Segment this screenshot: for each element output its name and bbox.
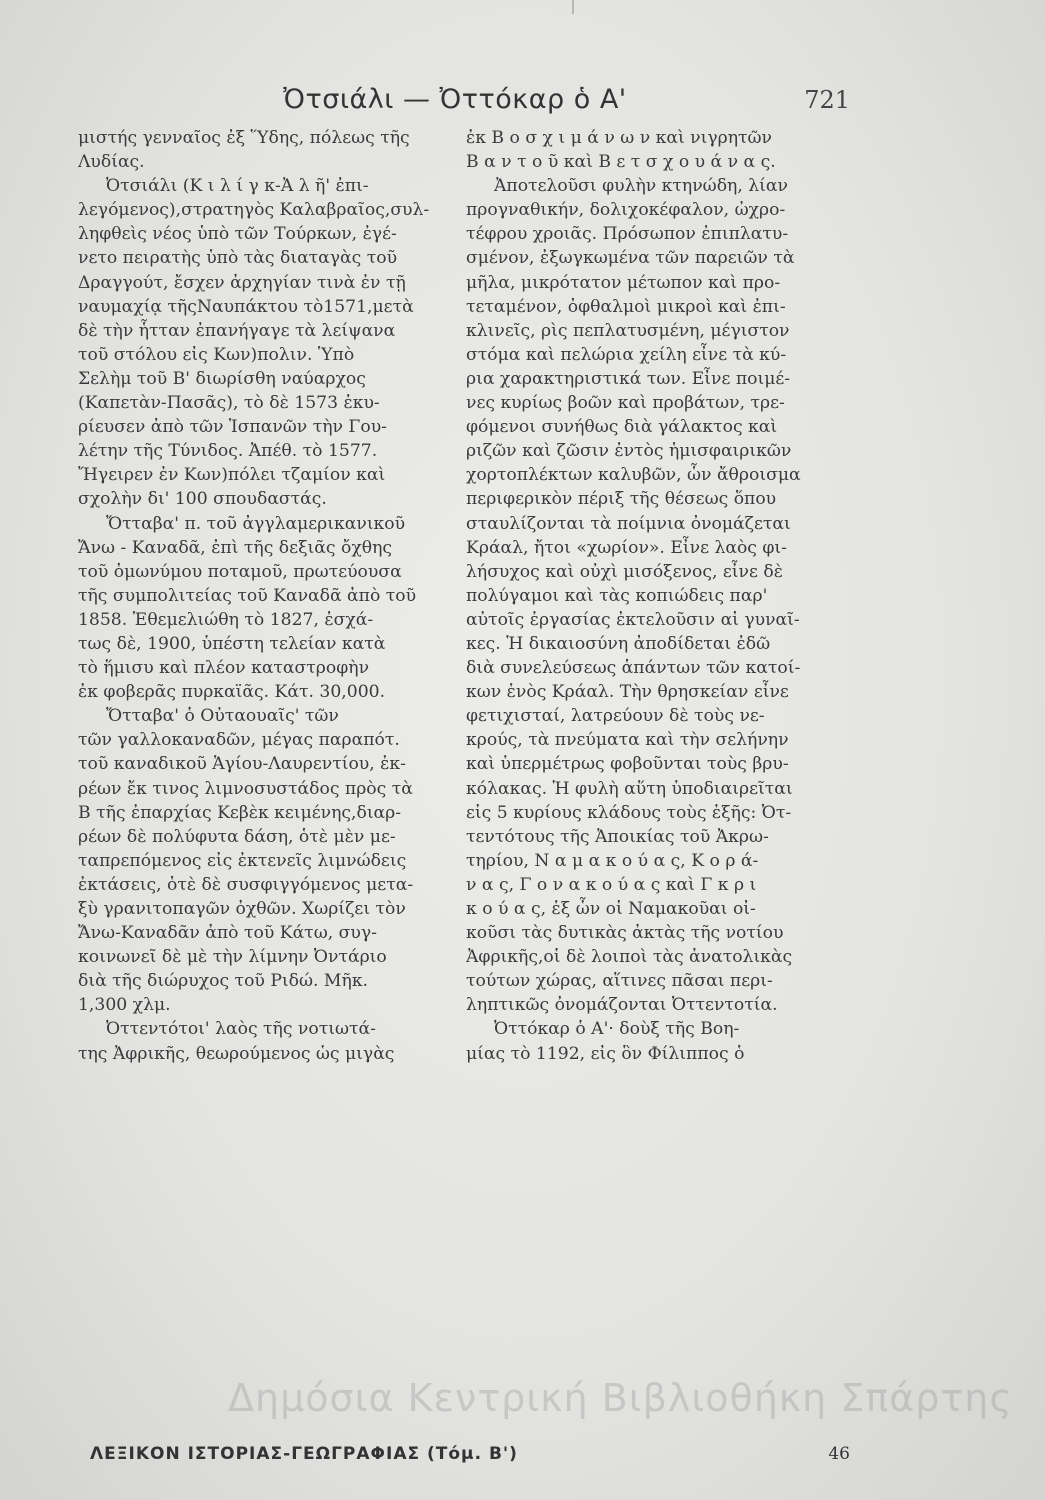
text-line: τηρίου, Ν α μ α κ ο ύ α ς, Κ ο ρ ά- bbox=[466, 850, 759, 871]
right-column bbox=[466, 126, 848, 1066]
text-line: Λυδίας. bbox=[78, 152, 145, 173]
text-line: διὰ τῆς διώρυχος τοῦ Ριδώ. Μῆκ. bbox=[78, 971, 369, 992]
text-line: τούτων χώρας, αἵτινες πᾶσαι περι- bbox=[466, 971, 773, 992]
running-header bbox=[60, 84, 850, 124]
text-line: Ὀτσιάλι (Κ ι λ ί γ κ-Ἀ λ ῆ' ἐπι- bbox=[106, 176, 369, 197]
scan-mark bbox=[572, 0, 574, 14]
text-line: κλινεῖς, ρὶς πεπλατυσμένη, μέγιστον bbox=[466, 320, 790, 341]
text-line: Β τῆς ἐπαρχίας Κεβὲκ κειμένης,διαρ- bbox=[78, 802, 402, 823]
text-line: ρέων δὲ πολύφυτα δάση, ὁτὲ μὲν με- bbox=[78, 826, 396, 847]
text-line: κ ο ύ α ς, ἐξ ὧν οἱ Ναμακοῦαι οἰ- bbox=[466, 899, 756, 919]
text-line: ληφθεὶς νέος ὑπὸ τῶν Τούρκων, ἐγέ- bbox=[78, 224, 397, 245]
text-line: φετιχισταί, λατρεύουν δὲ τοὺς νε- bbox=[466, 706, 765, 727]
text-line: τῆς συμπολιτείας τοῦ Καναδᾶ ἀπὸ τοῦ bbox=[78, 585, 417, 606]
text-line: Δραγγούτ, ἔσχεν ἀρχηγίαν τινὰ ἐν τῇ bbox=[78, 272, 406, 293]
text-line: τὸ ἥμισυ καὶ πλέον καταστροφὴν bbox=[78, 658, 370, 679]
text-line: μιστής γενναῖος ἐξ Ὕδης, πόλεως τῆς bbox=[78, 128, 410, 148]
text-line: ν α ς, Γ ο ν α κ ο ύ α ς καὶ Γ κ ρ ι bbox=[466, 874, 757, 895]
text-line: κόλακας. Ἡ φυλὴ αὕτη ὑποδιαιρεῖται bbox=[466, 778, 793, 799]
text-line: ξὺ γρανιτοπαγῶν ὀχθῶν. Χωρίζει τὸν bbox=[78, 899, 406, 919]
text-line: ρέων ἔκ τινος λιμνοσυστάδος πρὸς τὰ bbox=[78, 778, 413, 799]
text-line: Β α ν τ ο ῦ καὶ Β ε τ σ χ ο υ ά ν α ς. bbox=[466, 152, 776, 173]
text-line: Ἄνω-Καναδᾶν ἀπὸ τοῦ Κάτω, συγ- bbox=[78, 923, 377, 944]
page-number: 721 bbox=[804, 86, 850, 114]
header-title: Ὀτσιάλι — Ὀττόκαρ ὁ Α' bbox=[283, 84, 627, 115]
text-line: περιφερικὸν πέριξ τῆς θέσεως ὅπου bbox=[466, 489, 777, 510]
text-line: τεντότους τῆς Ἀποικίας τοῦ Ἀκρω- bbox=[466, 826, 769, 847]
text-line: μῆλα, μικρότατον μέτωπον καὶ προ- bbox=[466, 272, 781, 293]
text-line: σμένον, ἐξωγκωμένα τῶν παρειῶν τὰ bbox=[466, 248, 795, 269]
text-line: αὐτοῖς ἐργασίας ἐκτελοῦσιν αἱ γυναῖ- bbox=[466, 609, 800, 630]
text-line: κες. Ἡ δικαιοσύνη ἀποδίδεται ἐδῶ bbox=[466, 633, 771, 654]
text-line: Ὀττόκαρ ὁ Α'· δοὺξ τῆς Βοη- bbox=[494, 1019, 740, 1040]
text-line: (Καπετὰν-Πασᾶς), τὸ δὲ 1573 ἐκυ- bbox=[78, 393, 380, 414]
text-line: Κράαλ, ἤτοι «χωρίον». Εἶνε λαὸς φι- bbox=[466, 537, 787, 558]
text-line: Ὀττεντότοι' λαὸς τῆς νοτιωτά- bbox=[106, 1019, 376, 1040]
text-line: ταπρεπόμενος εἰς ἐκτενεῖς λιμνώδεις bbox=[78, 850, 407, 871]
text-line: ναυμαχίᾳ τῆςΝαυπάκτου τὸ1571,μετὰ bbox=[78, 296, 414, 317]
text-line: ρια χαρακτηριστικά των. Εἶνε ποιμέ- bbox=[466, 368, 791, 389]
text-line: Ἤγειρεν ἐν Κων)πόλει τζαμίον καὶ bbox=[78, 465, 386, 486]
text-line: χορτοπλέκτων καλυβῶν, ὧν ἄθροισμα bbox=[466, 465, 801, 486]
text-line: διὰ συνελεύσεως ἁπάντων τῶν κατοί- bbox=[466, 658, 801, 679]
text-line: τοῦ καναδικοῦ Ἁγίου-Λαυρεντίου, ἐκ- bbox=[78, 754, 406, 775]
text-line: λήσυχος καὶ οὐχὶ μισόξενος, εἶνε δὲ bbox=[466, 561, 783, 582]
text-line: Ὄτταβα' π. τοῦ ἀγγλαμερικανικοῦ bbox=[106, 513, 406, 534]
library-watermark: Δημόσια Κεντρική Βιβλιοθήκη Σπάρτης bbox=[228, 1376, 1013, 1420]
text-line: πολύγαμοι καὶ τὰς κοπιώδεις παρ' bbox=[466, 585, 768, 606]
signature-mark: 46 bbox=[828, 1444, 850, 1464]
text-line: κων ἑνὸς Κράαλ. Τὴν θρησκείαν εἶνε bbox=[466, 682, 789, 703]
text-line: σταυλίζονται τὰ ποίμνια ὀνομάζεται bbox=[466, 513, 791, 534]
text-line: τοῦ ὁμωνύμου ποταμοῦ, πρωτεύουσα bbox=[78, 561, 402, 582]
text-line: εἰς 5 κυρίους κλάδους τοὺς ἑξῆς: Ὀτ- bbox=[466, 802, 792, 823]
text-line: τέφρου χροιᾶς. Πρόσωπον ἐπιπλατυ- bbox=[466, 224, 789, 245]
text-line: λέτην τῆς Τύνιδος. Ἀπέθ. τὸ 1577. bbox=[78, 441, 378, 462]
text-line: Σελὴμ τοῦ Β' διωρίσθη ναύαρχος bbox=[78, 368, 366, 389]
text-line: τως δὲ, 1900, ὑπέστη τελείαν κατὰ bbox=[78, 633, 386, 654]
left-column bbox=[78, 126, 458, 1066]
text-line: στόμα καὶ πελώρια χείλη εἶνε τὰ κύ- bbox=[466, 344, 787, 365]
text-line: νες κυρίως βοῶν καὶ προβάτων, τρε- bbox=[466, 393, 785, 414]
text-line: τοῦ στόλου εἰς Κων)πολιν. Ὑπὸ bbox=[78, 344, 355, 365]
text-line: 1,300 χλμ. bbox=[78, 995, 171, 1016]
text-line: ἐκ Β ο σ χ ι μ ά ν ω ν καὶ νιγρητῶν bbox=[466, 128, 773, 148]
text-line: Ἀποτελοῦσι φυλὴν κτηνώδη, λίαν bbox=[494, 176, 788, 197]
text-line: νετο πειρατὴς ὑπὸ τὰς διαταγὰς τοῦ bbox=[78, 248, 398, 269]
text-line: τεταμένον, ὀφθαλμοὶ μικροὶ καὶ ἐπι- bbox=[466, 296, 786, 317]
text-line: ρίευσεν ἀπὸ τῶν Ἱσπανῶν τὴν Γου- bbox=[78, 417, 387, 438]
text-line: προγναθικήν, δολιχοκέφαλον, ὠχρο- bbox=[466, 200, 786, 221]
text-line: της Ἀφρικῆς, θεωρούμενος ὡς μιγὰς bbox=[78, 1043, 395, 1064]
text-line: ἐκ φοβερᾶς πυρκαϊᾶς. Κάτ. 30,000. bbox=[78, 682, 386, 703]
text-line: Ἀφρικῆς,οἱ δὲ λοιποὶ τὰς ἀνατολικὰς bbox=[466, 947, 793, 968]
text-line: καὶ ὑπερμέτρως φοβοῦνται τοὺς βρυ- bbox=[466, 754, 789, 775]
text-line: κοινωνεῖ δὲ μὲ τὴν λίμνην Ὀντάριο bbox=[78, 947, 387, 968]
text-line: τῶν γαλλοκαναδῶν, μέγας παραπότ. bbox=[78, 730, 400, 751]
text-line: Ἄνω - Καναδᾶ, ἐπὶ τῆς δεξιᾶς ὄχθης bbox=[78, 537, 392, 558]
text-line: φόμενοι συνήθως διὰ γάλακτος καὶ bbox=[466, 417, 778, 438]
text-line: 1858. Ἐθεμελιώθη τὸ 1827, ἐσχά- bbox=[78, 609, 374, 630]
text-line: μίας τὸ 1192, εἰς ὃν Φίλιππος ὁ bbox=[466, 1043, 745, 1064]
text-line: ληπτικῶς ὀνομάζονται Ὀττεντοτία. bbox=[466, 995, 778, 1016]
lexicon-title: ΛΕΞΙΚΟΝ ΙΣΤΟΡΙΑΣ-ΓΕΩΓΡΑΦΙΑΣ (Τόμ. Β') bbox=[90, 1444, 518, 1464]
text-line: λεγόμενος),στρατηγὸς Καλαβραῖος,συλ- bbox=[78, 200, 430, 221]
text-line: Ὄτταβα' ὁ Οὐταουαῖς' τῶν bbox=[106, 706, 339, 727]
text-line: ριζῶν καὶ ζῶσιν ἐντὸς ἡμισφαιρικῶν bbox=[466, 441, 792, 462]
text-line: ἐκτάσεις, ὁτὲ δὲ συσφιγγόμενος μετα- bbox=[78, 874, 414, 895]
text-line: κρούς, τὰ πνεύματα καὶ τὴν σελήνην bbox=[466, 730, 789, 751]
text-line: κοῦσι τὰς δυτικὰς ἀκτὰς τῆς νοτίου bbox=[466, 923, 784, 944]
text-line: δὲ τὴν ἧτταν ἐπανήγαγε τὰ λείψανα bbox=[78, 320, 396, 341]
text-line: σχολὴν δι' 100 σπουδαστάς. bbox=[78, 489, 327, 510]
